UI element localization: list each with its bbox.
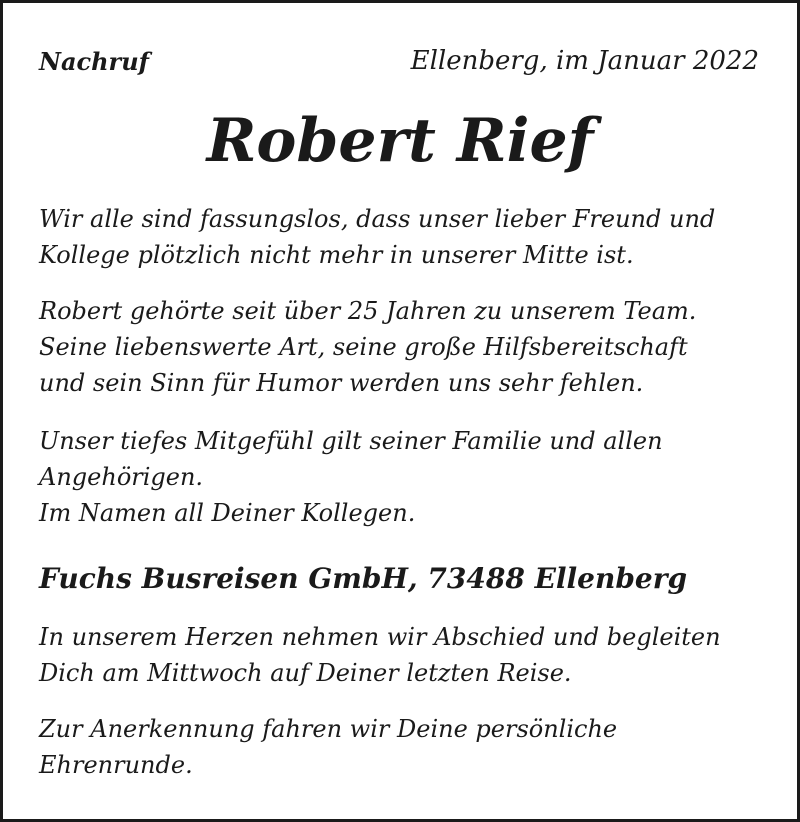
paragraph-honor-round bbox=[39, 711, 777, 783]
notice-label: Nachruf bbox=[39, 46, 149, 76]
paragraph-sympathy bbox=[39, 423, 777, 531]
text-line: Zur Anerkennung fahren wir Deine persönliche bbox=[39, 715, 618, 743]
text-line: Unser tiefes Mitgefühl gilt seiner Familie und allen bbox=[39, 427, 663, 455]
paragraph-farewell bbox=[39, 619, 777, 691]
text-line: Dich am Mittwoch auf Deiner letzten Reise. bbox=[39, 659, 572, 687]
place-date: Ellenberg, im Januar 2022 bbox=[410, 46, 759, 76]
notice-header bbox=[39, 43, 759, 79]
text-line: Angehörigen. bbox=[39, 463, 204, 491]
paragraph-tribute bbox=[39, 293, 777, 401]
text-line: Seine liebenswerte Art, seine große Hilfsbereitschaft bbox=[39, 333, 688, 361]
text-line: Im Namen all Deiner Kollegen. bbox=[39, 499, 416, 527]
text-line: Wir alle sind fassungslos, dass unser lieber Freund und bbox=[39, 205, 716, 233]
text-line: Ehrenrunde. bbox=[39, 751, 193, 779]
text-line: und sein Sinn für Humor werden uns sehr fehlen. bbox=[39, 369, 644, 397]
text-line: In unserem Herzen nehmen wir Abschied und begleiten bbox=[39, 623, 721, 651]
deceased-name: Robert Rief bbox=[206, 106, 594, 176]
paragraph-condolence bbox=[39, 201, 777, 273]
text-line: Robert gehörte seit über 25 Jahren zu unserem Team. bbox=[39, 297, 697, 325]
company-signature: Fuchs Busreisen GmbH, 73488 Ellenberg bbox=[39, 562, 688, 595]
text-line: Kollege plötzlich nicht mehr in unserer Mitte ist. bbox=[39, 241, 634, 269]
